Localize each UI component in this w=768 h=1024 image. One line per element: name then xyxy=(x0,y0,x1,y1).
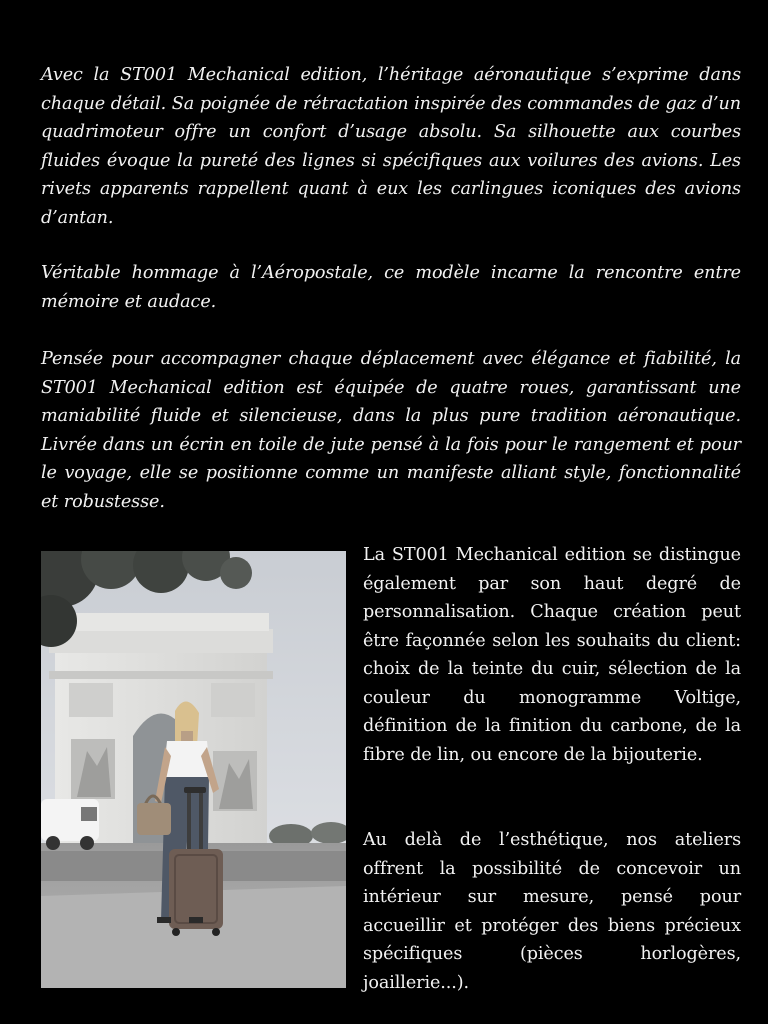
side-paragraph-1: La ST001 Mechanical edition se distingue également par son haut degré de personnalisation. Chaque création peut être façonnée selon les souhaits du client: choix de la teinte du cuir, sélection de la couleur du monogramme Voltige, définition de la finition du carbone, de la fibre de lin, ou encore de la bijouterie. xyxy=(363,545,741,765)
intro-paragraph-2: Véritable hommage à l’Aéropostale, ce modèle incarne la rencontre entre mémoire et audace. xyxy=(41,263,741,312)
arc-de-triomphe-photo xyxy=(41,551,346,988)
intro-paragraph-3: Pensée pour accompagner chaque déplacement avec élégance et fiabilité, la ST001 Mechanical edition est équipée de quatre roues, garantissant une maniabilité fluide et silencieuse, dans la plus pure tradition aéronautique. Livrée dans un écrin en toile de jute pensé à la fois pour le rangement et pour le voyage, elle se positionne comme un manifeste alliant style, fonctionnalité et robustesse. xyxy=(41,349,741,512)
intro-paragraph-1: Avec la ST001 Mechanical edition, l’héritage aéronautique s’exprime dans chaque détail. Sa poignée de rétractation inspirée des commandes de gaz d’un quadrimoteur offre un confort d’usage absolu. Sa silhouette aux courbes fluides évoque la pureté des lignes si spécifiques aux voilures des avions. Les rivets apparents rappellent quant à eux les carlingues iconiques des avions d’antan. xyxy=(41,65,741,228)
side-paragraph-2: Au delà de l’esthétique, nos ateliers offrent la possibilité de concevoir un intérieur sur mesure, pensé pour accueillir et protéger des biens précieux spécifiques (pièces horlogères, joaillerie...). xyxy=(363,830,741,993)
